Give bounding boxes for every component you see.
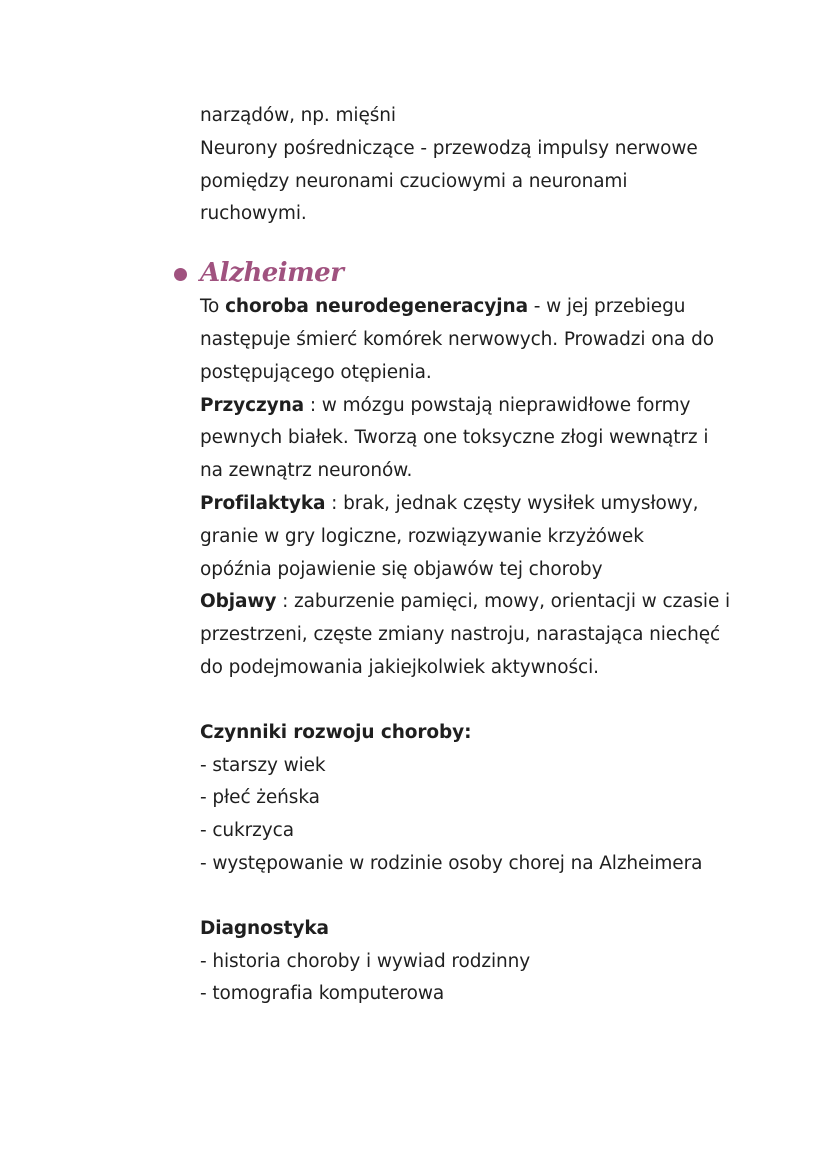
list-item: - historia choroby i wywiad rodzinny bbox=[200, 950, 531, 972]
diagnostics-title bbox=[200, 913, 760, 946]
risk-factors-list bbox=[200, 717, 760, 881]
intro-line: pomiędzy neuronami czuciowymi a neuronami bbox=[200, 170, 628, 192]
risk-factors-title-text: Czynniki rozwoju choroby: bbox=[200, 721, 472, 743]
section-title: Alzheimer bbox=[200, 258, 344, 289]
list-item: - tomografia komputerowa bbox=[200, 983, 445, 1005]
definition-post: - w jej przebiegu bbox=[527, 296, 686, 318]
list-item: - występowanie w rodzinie osoby chorej na Alzheimera bbox=[200, 852, 703, 874]
symptoms-text: : zaburzenie pamięci, mowy, orientacji w czasie i bbox=[276, 591, 731, 613]
symptoms-line bbox=[200, 586, 760, 619]
definition-pre: To bbox=[200, 296, 226, 318]
definition-line: postępującego otępienia. bbox=[200, 361, 432, 383]
list-item: - starszy wiek bbox=[200, 754, 326, 776]
cause-label: Przyczyna bbox=[200, 394, 305, 416]
cause-text: : w mózgu powstają nieprawidłowe formy bbox=[304, 394, 691, 416]
definition-line: następuje śmierć komórek nerwowych. Prowadzi ona do bbox=[200, 328, 714, 350]
list-item: - płeć żeńska bbox=[200, 787, 320, 809]
symptoms-line: do podejmowania jakiejkolwiek aktywności. bbox=[200, 656, 599, 678]
symptoms-line: przestrzeni, częste zmiany nastroju, narastająca niechęć bbox=[200, 624, 721, 646]
intro-line: narządów, np. mięśni bbox=[200, 105, 396, 126]
cause-line bbox=[200, 390, 760, 423]
prevention-paragraph bbox=[200, 488, 760, 586]
definition-bold-term: choroba neurodegeneracyjna bbox=[225, 296, 528, 318]
intro-line: Neurony pośredniczące - przewodzą impulsy nerwowe bbox=[200, 137, 698, 159]
spacer bbox=[200, 685, 760, 717]
prevention-line: granie w gry logiczne, rozwiązywanie krzyżówek bbox=[200, 525, 644, 547]
risk-factors-title bbox=[200, 717, 760, 750]
list-item: - cukrzyca bbox=[200, 820, 294, 842]
cause-line: na zewnątrz neuronów. bbox=[200, 460, 413, 482]
prevention-text: : brak, jednak częsty wysiłek umysłowy, bbox=[325, 492, 699, 514]
prevention-label: Profilaktyka bbox=[200, 492, 326, 514]
prevention-line bbox=[200, 488, 760, 521]
spacer bbox=[200, 881, 760, 913]
diagnostics-list bbox=[200, 913, 760, 1011]
alzheimer-section-heading bbox=[200, 253, 760, 293]
diagnostics-title-text: Diagnostyka bbox=[200, 917, 329, 939]
intro-paragraph bbox=[200, 100, 760, 231]
definition-paragraph bbox=[200, 291, 760, 389]
symptoms-label: Objawy bbox=[200, 591, 277, 613]
intro-line: ruchowymi. bbox=[200, 203, 307, 225]
bullet-dot-icon bbox=[174, 268, 187, 281]
cause-line: pewnych białek. Tworzą one toksyczne złogi wewnątrz i bbox=[200, 427, 709, 449]
document-content bbox=[200, 100, 760, 1011]
definition-line bbox=[200, 291, 760, 324]
cause-paragraph bbox=[200, 390, 760, 488]
prevention-line: opóźnia pojawienie się objawów tej choroby bbox=[200, 558, 603, 580]
symptoms-paragraph bbox=[200, 586, 760, 684]
